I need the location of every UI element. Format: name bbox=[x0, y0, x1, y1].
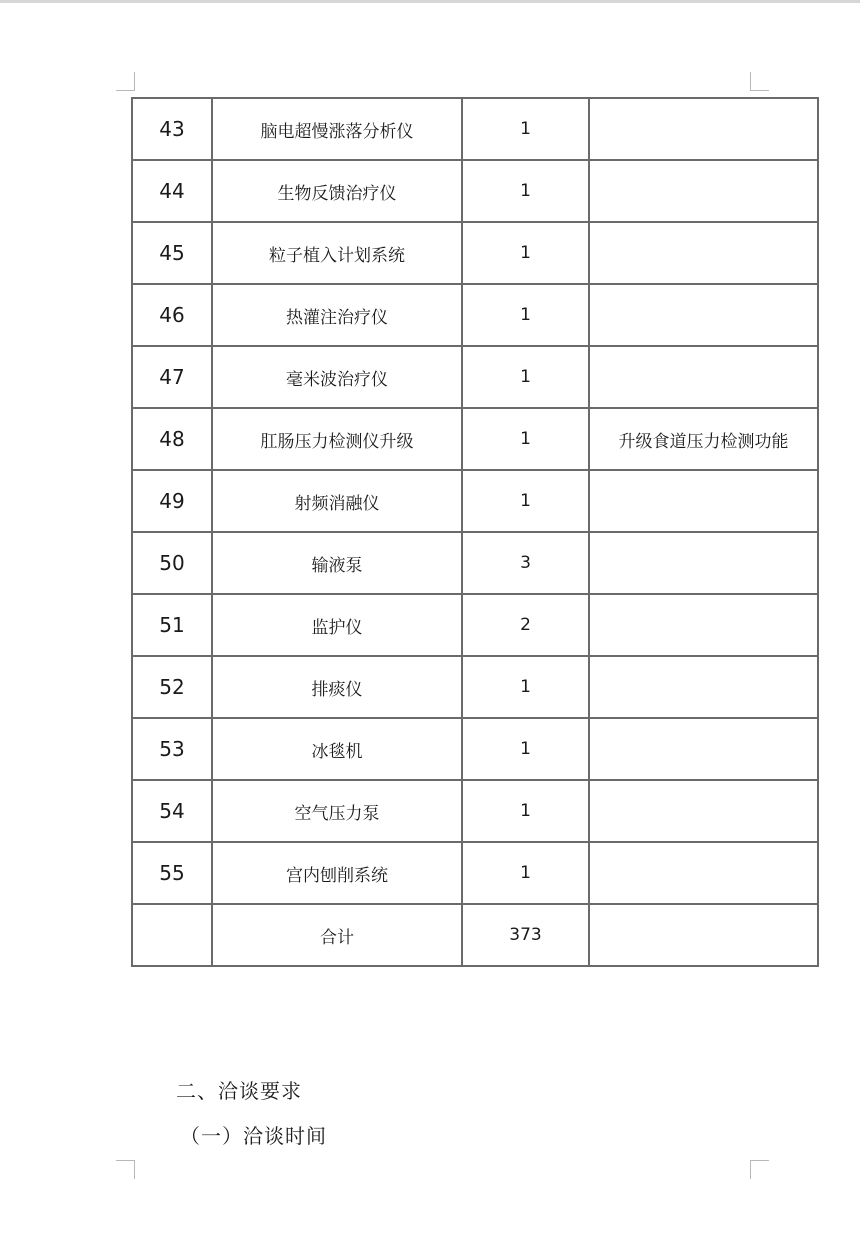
equipment-name: 生物反馈治疗仪 bbox=[212, 160, 462, 222]
total-quantity: 373 bbox=[462, 904, 589, 966]
table-row bbox=[132, 470, 818, 532]
remark bbox=[589, 656, 818, 718]
row-number: 45 bbox=[132, 222, 212, 284]
row-number: 43 bbox=[132, 98, 212, 160]
table-row bbox=[132, 532, 818, 594]
row-number bbox=[132, 904, 212, 966]
table-row bbox=[132, 160, 818, 222]
row-number: 49 bbox=[132, 470, 212, 532]
remark bbox=[589, 532, 818, 594]
table-row bbox=[132, 718, 818, 780]
row-number: 53 bbox=[132, 718, 212, 780]
equipment-name: 粒子植入计划系统 bbox=[212, 222, 462, 284]
remark bbox=[589, 160, 818, 222]
row-number: 48 bbox=[132, 408, 212, 470]
table-row bbox=[132, 656, 818, 718]
remark bbox=[589, 346, 818, 408]
table-row bbox=[132, 222, 818, 284]
margin-corner-bottom-right bbox=[750, 1160, 769, 1179]
row-number: 47 bbox=[132, 346, 212, 408]
remark bbox=[589, 284, 818, 346]
equipment-name: 肛肠压力检测仪升级 bbox=[212, 408, 462, 470]
quantity: 2 bbox=[462, 594, 589, 656]
quantity: 1 bbox=[462, 470, 589, 532]
table-row bbox=[132, 842, 818, 904]
table-row bbox=[132, 594, 818, 656]
row-number: 54 bbox=[132, 780, 212, 842]
remark bbox=[589, 842, 818, 904]
margin-corner-top-left bbox=[116, 72, 135, 91]
remark bbox=[589, 718, 818, 780]
quantity: 1 bbox=[462, 656, 589, 718]
equipment-name: 毫米波治疗仪 bbox=[212, 346, 462, 408]
equipment-name: 排痰仪 bbox=[212, 656, 462, 718]
total-row bbox=[132, 904, 818, 966]
margin-corner-top-right bbox=[750, 72, 769, 91]
row-number: 44 bbox=[132, 160, 212, 222]
quantity: 1 bbox=[462, 222, 589, 284]
margin-corner-bottom-left bbox=[116, 1160, 135, 1179]
row-number: 52 bbox=[132, 656, 212, 718]
remark bbox=[589, 904, 818, 966]
quantity: 1 bbox=[462, 718, 589, 780]
quantity: 1 bbox=[462, 780, 589, 842]
equipment-name: 监护仪 bbox=[212, 594, 462, 656]
equipment-name: 脑电超慢涨落分析仪 bbox=[212, 98, 462, 160]
quantity: 1 bbox=[462, 160, 589, 222]
remark: 升级食道压力检测功能 bbox=[589, 408, 818, 470]
table-row bbox=[132, 284, 818, 346]
remark bbox=[589, 780, 818, 842]
remark bbox=[589, 98, 818, 160]
equipment-name: 射频消融仪 bbox=[212, 470, 462, 532]
row-number: 46 bbox=[132, 284, 212, 346]
equipment-name: 输液泵 bbox=[212, 532, 462, 594]
table-row bbox=[132, 780, 818, 842]
equipment-table bbox=[131, 97, 819, 967]
equipment-name: 冰毯机 bbox=[212, 718, 462, 780]
remark bbox=[589, 470, 818, 532]
quantity: 1 bbox=[462, 408, 589, 470]
row-number: 55 bbox=[132, 842, 212, 904]
quantity: 1 bbox=[462, 842, 589, 904]
subsection-heading: （一）洽谈时间 bbox=[180, 1124, 327, 1148]
equipment-name: 宫内刨削系统 bbox=[212, 842, 462, 904]
section-heading: 二、洽谈要求 bbox=[176, 1079, 302, 1103]
table-row bbox=[132, 346, 818, 408]
table-row bbox=[132, 98, 818, 160]
quantity: 1 bbox=[462, 98, 589, 160]
remark bbox=[589, 222, 818, 284]
total-label: 合计 bbox=[212, 904, 462, 966]
row-number: 50 bbox=[132, 532, 212, 594]
page-top-edge bbox=[0, 0, 860, 3]
row-number: 51 bbox=[132, 594, 212, 656]
quantity: 1 bbox=[462, 284, 589, 346]
quantity: 3 bbox=[462, 532, 589, 594]
remark bbox=[589, 594, 818, 656]
table-row bbox=[132, 408, 818, 470]
equipment-name: 热灌注治疗仪 bbox=[212, 284, 462, 346]
quantity: 1 bbox=[462, 346, 589, 408]
equipment-name: 空气压力泵 bbox=[212, 780, 462, 842]
